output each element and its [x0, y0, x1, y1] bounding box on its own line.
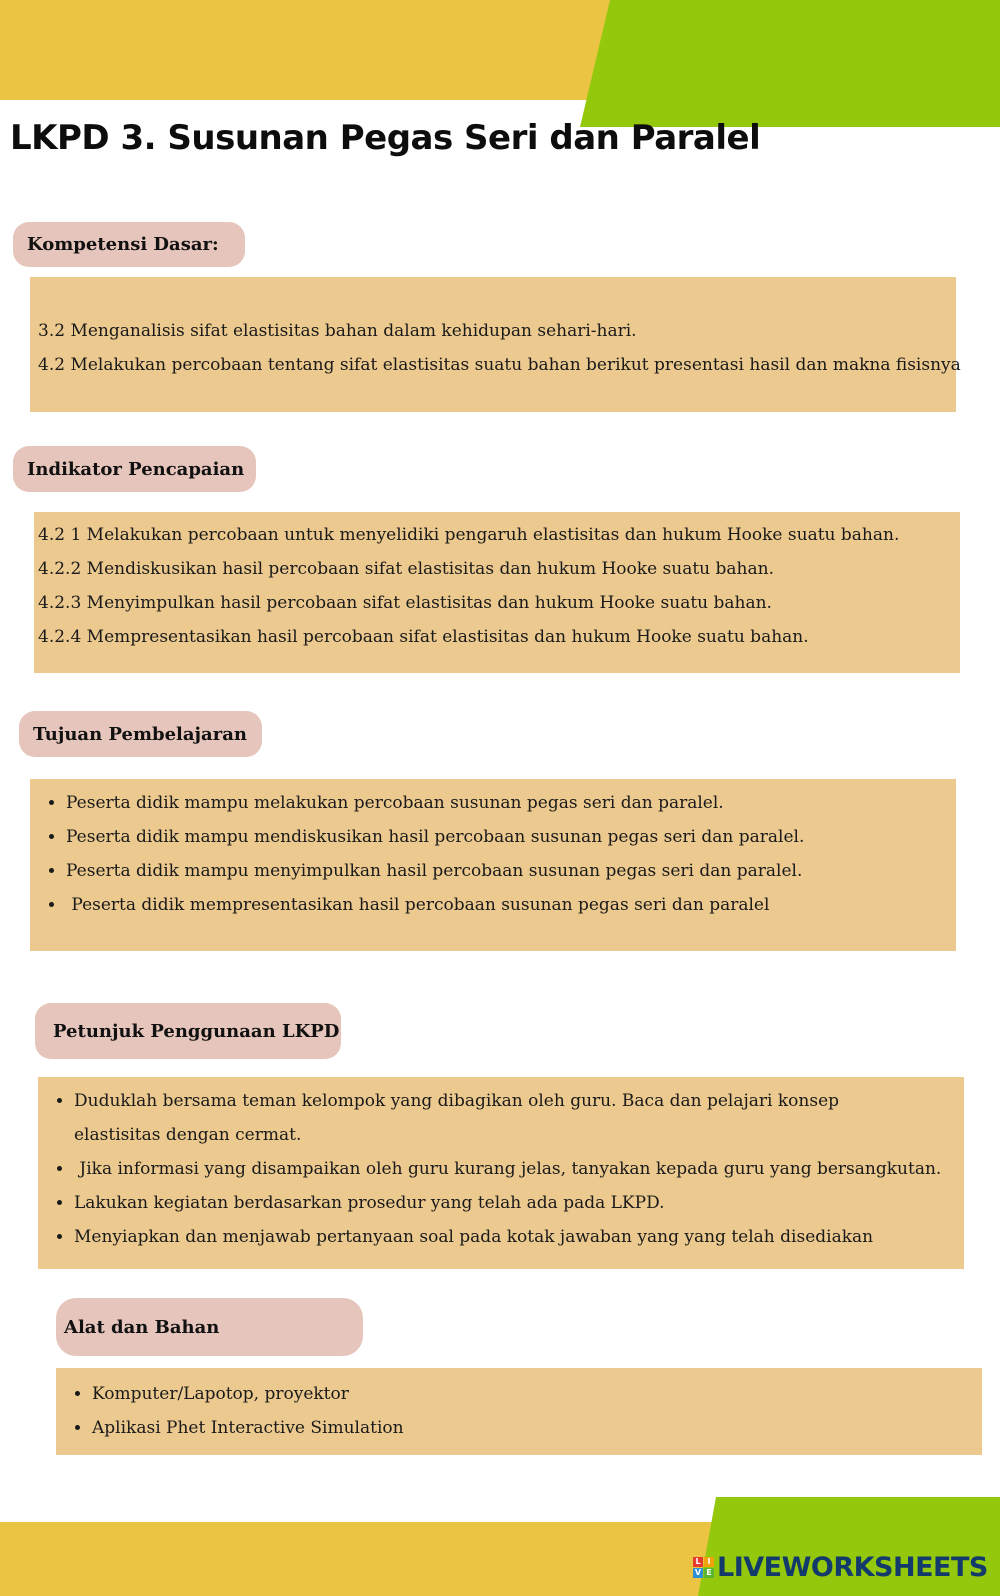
alat-box — [56, 1368, 982, 1455]
petunjuk-label: Petunjuk Penggunaan LKPD — [35, 1003, 341, 1059]
alat-list — [56, 1377, 982, 1445]
alat-label: Alat dan Bahan — [56, 1298, 363, 1356]
liveworksheets-logo-icon — [693, 1557, 714, 1578]
indikator-item: 4.2.3 Menyimpulkan hasil percobaan sifat elastisitas dan hukum Hooke suatu bahan. — [38, 593, 772, 613]
kompetensi-label: Kompetensi Dasar: — [13, 222, 245, 267]
petunjuk-item: • Lakukan kegiatan berdasarkan prosedur yang telah ada pada LKPD. — [74, 1186, 954, 1220]
tujuan-box — [30, 779, 956, 951]
indikator-item: 4.2 1 Melakukan percobaan untuk menyelidiki pengaruh elastisitas dan hukum Hooke suatu bahan. — [38, 525, 900, 545]
logo-text: LIVEWORKSHEETS — [717, 1552, 988, 1583]
petunjuk-box — [38, 1077, 964, 1269]
liveworksheets-logo[interactable] — [693, 1552, 988, 1583]
indikator-box — [34, 512, 960, 673]
logo-letter: L — [693, 1557, 703, 1567]
tujuan-label: Tujuan Pembelajaran — [19, 711, 262, 757]
tujuan-item: • Peserta didik mampu mendiskusikan hasil percobaan susunan pegas seri dan paralel. — [66, 820, 956, 854]
kompetensi-box — [30, 277, 961, 412]
indikator-label: Indikator Pencapaian — [13, 446, 256, 492]
page-title: LKPD 3. Susunan Pegas Seri dan Paralel — [10, 118, 761, 158]
alat-item: • Aplikasi Phet Interactive Simulation — [92, 1411, 982, 1445]
tujuan-item: • Peserta didik mampu melakukan percobaan susunan pegas seri dan paralel. — [66, 786, 956, 820]
logo-letter: V — [694, 1568, 702, 1577]
tujuan-item: • Peserta didik mampu menyimpulkan hasil percobaan susunan pegas seri dan paralel. — [66, 854, 956, 888]
petunjuk-item: • Menyiapkan dan menjawab pertanyaan soal pada kotak jawaban yang yang telah disediakan — [74, 1220, 954, 1254]
petunjuk-item: • Duduklah bersama teman kelompok yang dibagikan oleh guru. Baca dan pelajari konsep elastisitas dengan cermat. — [74, 1084, 954, 1152]
tujuan-list — [30, 786, 956, 922]
petunjuk-item: • Jika informasi yang disampaikan oleh guru kurang jelas, tanyakan kepada guru yang bersangkutan. — [74, 1152, 954, 1186]
kompetensi-item: 4.2 Melakukan percobaan tentang sifat elastisitas suatu bahan berikut presentasi hasil dan makna fisisnya — [38, 355, 961, 375]
top-green-shape — [580, 0, 1000, 127]
logo-letter: E — [704, 1568, 714, 1578]
petunjuk-list — [38, 1084, 954, 1254]
indikator-item: 4.2.4 Mempresentasikan hasil percobaan sifat elastisitas dan hukum Hooke suatu bahan. — [38, 627, 809, 647]
logo-letter: I — [704, 1557, 714, 1567]
tujuan-item: • Peserta didik mempresentasikan hasil percobaan susunan pegas seri dan paralel — [66, 888, 956, 922]
kompetensi-item: 3.2 Menganalisis sifat elastisitas bahan dalam kehidupan sehari-hari. — [38, 321, 637, 341]
alat-item: • Komputer/Lapotop, proyektor — [92, 1377, 982, 1411]
indikator-item: 4.2.2 Mendiskusikan hasil percobaan sifat elastisitas dan hukum Hooke suatu bahan. — [38, 559, 774, 579]
